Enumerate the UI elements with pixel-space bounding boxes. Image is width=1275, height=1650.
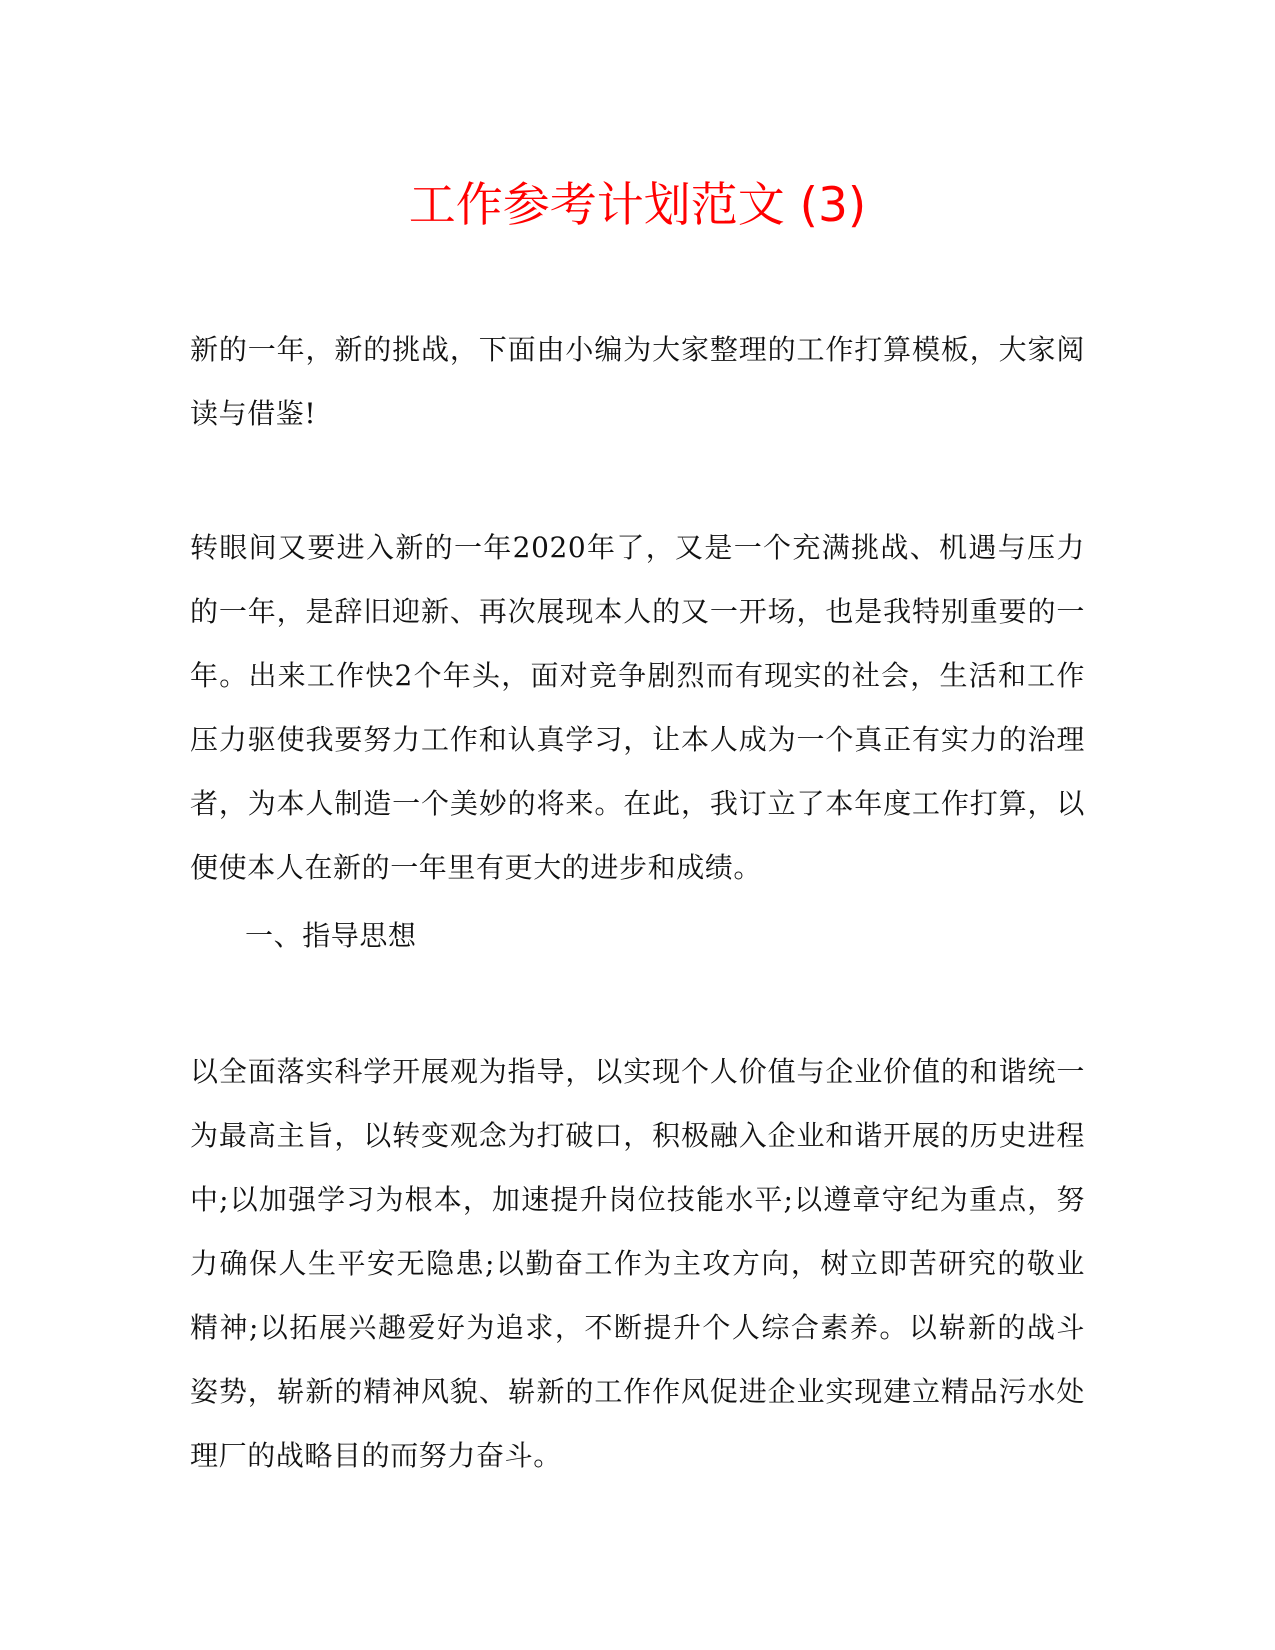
intro-paragraph: 新的一年，新的挑战，下面由小编为大家整理的工作打算模板，大家阅读与借鉴! [190, 333, 1085, 430]
document-title: 工作参考计划范文 (3) [408, 178, 867, 233]
body-paragraph-2: 以全面落实科学开展观为指导，以实现个人价值与企业价值的和谐统一为最高主旨，以转变观念为打破口，积极融入企业和谐开展的历史进程中;以加强学习为根本，加速提升岗位技能水平;以遵章守纪为重点，努力确保人生平安无隐患;以勤奋工作为主攻方向，树立即苦研究的敬业精神;以拓展兴趣爱好为追求，不断提升个人综合素养。以崭新的战斗姿势，崭新的精神风貌、崭新的工作作风促进企业实现建立精品污水处理厂的战略目的而努力奋斗。 [190, 1055, 1085, 1472]
section-heading-guiding-ideology: 一、指导思想 [245, 919, 417, 952]
body-paragraph-1: 转眼间又要进入新的一年2020年了，又是一个充满挑战、机遇与压力的一年，是辞旧迎新、再次展现本人的又一开场，也是我特别重要的一年。出来工作快2个年头，面对竞争剧烈而有现实的社会，生活和工作压力驱使我要努力工作和认真学习，让本人成为一个真正有实力的治理者，为本人制造一个美妙的将来。在此，我订立了本年度工作打算，以便使本人在新的一年里有更大的进步和成绩。 [190, 531, 1085, 884]
